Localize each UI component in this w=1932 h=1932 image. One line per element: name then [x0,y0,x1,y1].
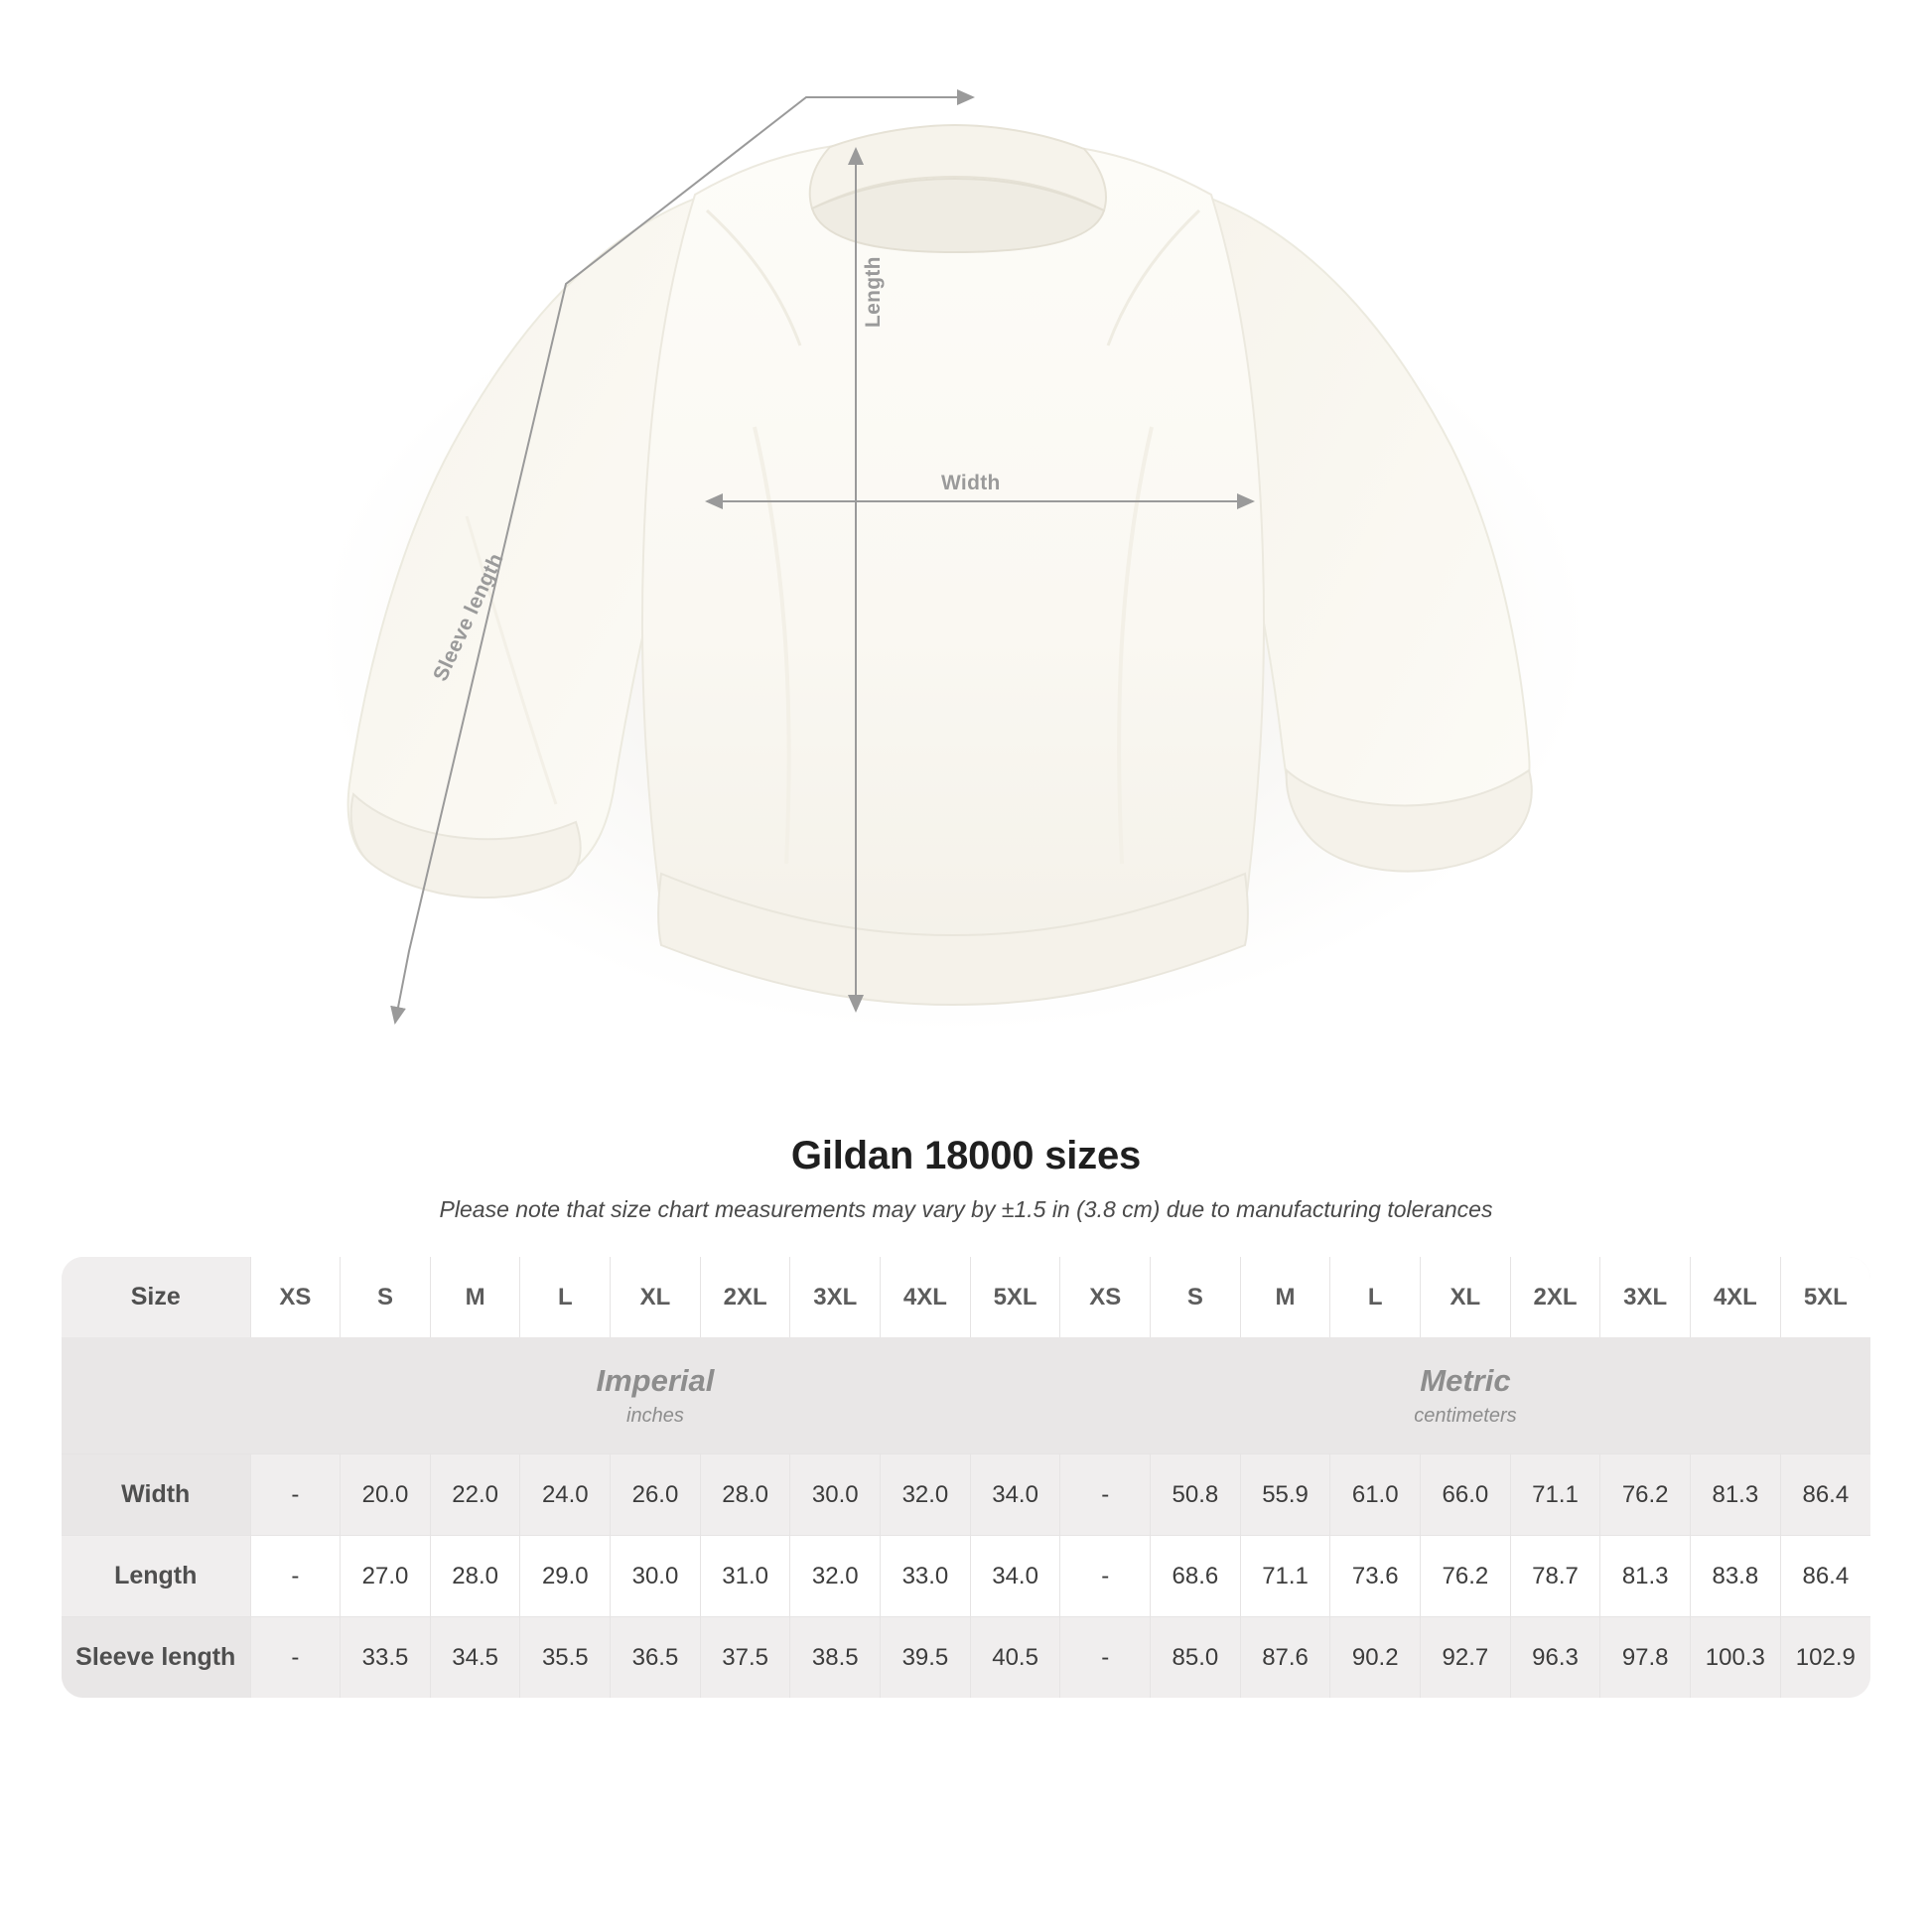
cell: 102.9 [1780,1617,1870,1699]
column-header: 3XL [790,1257,881,1337]
size-header-cell: Size [62,1257,250,1337]
cell: - [1060,1454,1151,1536]
cell: 35.5 [520,1617,611,1699]
cell: 31.0 [700,1536,790,1617]
cell: 33.0 [881,1536,971,1617]
unit-imperial [250,1337,1060,1454]
cell: 66.0 [1421,1454,1511,1536]
column-header: M [1240,1257,1330,1337]
size-table-element [62,1257,1870,1698]
unit-metric-name: Metric [1420,1363,1511,1398]
column-header: 4XL [881,1257,971,1337]
cell: 83.8 [1691,1536,1781,1617]
cell: - [1060,1617,1151,1699]
cell: - [250,1536,341,1617]
column-header: 2XL [1510,1257,1600,1337]
column-header: 5XL [970,1257,1060,1337]
cell: 27.0 [341,1536,431,1617]
size-header-row [62,1257,1870,1337]
cell: 81.3 [1600,1536,1691,1617]
cell: 71.1 [1240,1536,1330,1617]
cell: 50.8 [1151,1454,1241,1536]
cell: 87.6 [1240,1617,1330,1699]
unit-metric [1060,1337,1870,1454]
cell: 36.5 [611,1617,701,1699]
width-label: Width [941,472,1001,494]
cell: - [250,1454,341,1536]
column-header: XS [250,1257,341,1337]
column-header: S [1151,1257,1241,1337]
cell: - [1060,1536,1151,1617]
cell: 32.0 [790,1536,881,1617]
cell: 76.2 [1421,1536,1511,1617]
cell: 86.4 [1780,1536,1870,1617]
cell: 85.0 [1151,1617,1241,1699]
sleeve-length-label: Sleeve length [429,549,508,685]
cell: 34.0 [970,1454,1060,1536]
title-block [0,1134,1932,1223]
column-header: 3XL [1600,1257,1691,1337]
length-label: Length [862,256,885,328]
cell: 97.8 [1600,1617,1691,1699]
cell: 39.5 [881,1617,971,1699]
cell: 96.3 [1510,1617,1600,1699]
cell: 38.5 [790,1617,881,1699]
cell: 55.9 [1240,1454,1330,1536]
unit-imperial-sub: inches [626,1405,684,1427]
cell: 34.0 [970,1536,1060,1617]
cell: 28.0 [700,1454,790,1536]
cell: 30.0 [611,1536,701,1617]
cell: 86.4 [1780,1454,1870,1536]
row-label-sleeve-length: Sleeve length [62,1617,250,1699]
cell: - [250,1617,341,1699]
column-header: M [430,1257,520,1337]
column-header: 5XL [1780,1257,1870,1337]
cell: 68.6 [1151,1536,1241,1617]
column-header: S [341,1257,431,1337]
cell: 28.0 [430,1536,520,1617]
unit-imperial-name: Imperial [596,1363,715,1398]
cell: 30.0 [790,1454,881,1536]
column-header: 4XL [1691,1257,1781,1337]
tolerance-note: Please note that size chart measurements may vary by ±1.5 in (3.8 cm) due to manufacturing tolerances [439,1196,1493,1222]
unit-header-row [62,1337,1870,1454]
cell: 78.7 [1510,1536,1600,1617]
cell: 90.2 [1330,1617,1421,1699]
cell: 40.5 [970,1617,1060,1699]
cell: 22.0 [430,1454,520,1536]
table-row [62,1454,1870,1536]
table-row [62,1617,1870,1699]
size-table [62,1257,1870,1698]
column-header: XL [1421,1257,1511,1337]
cell: 34.5 [430,1617,520,1699]
cell: 29.0 [520,1536,611,1617]
cell: 32.0 [881,1454,971,1536]
cell: 37.5 [700,1617,790,1699]
column-header: L [520,1257,611,1337]
cell: 33.5 [341,1617,431,1699]
table-row [62,1536,1870,1617]
cell: 76.2 [1600,1454,1691,1536]
column-header: XL [611,1257,701,1337]
unit-spacer [62,1337,250,1454]
cell: 71.1 [1510,1454,1600,1536]
cell: 100.3 [1691,1617,1781,1699]
column-header: 2XL [700,1257,790,1337]
column-header: XS [1060,1257,1151,1337]
cell: 73.6 [1330,1536,1421,1617]
page-title: Gildan 18000 sizes [790,1134,1142,1177]
cell: 24.0 [520,1454,611,1536]
cell: 92.7 [1421,1617,1511,1699]
row-label-width: Width [62,1454,250,1536]
row-label-length: Length [62,1536,250,1617]
cell: 61.0 [1330,1454,1421,1536]
cell: 20.0 [341,1454,431,1536]
cell: 81.3 [1691,1454,1781,1536]
column-header: L [1330,1257,1421,1337]
cell: 26.0 [611,1454,701,1536]
unit-metric-sub: centimeters [1414,1405,1517,1427]
